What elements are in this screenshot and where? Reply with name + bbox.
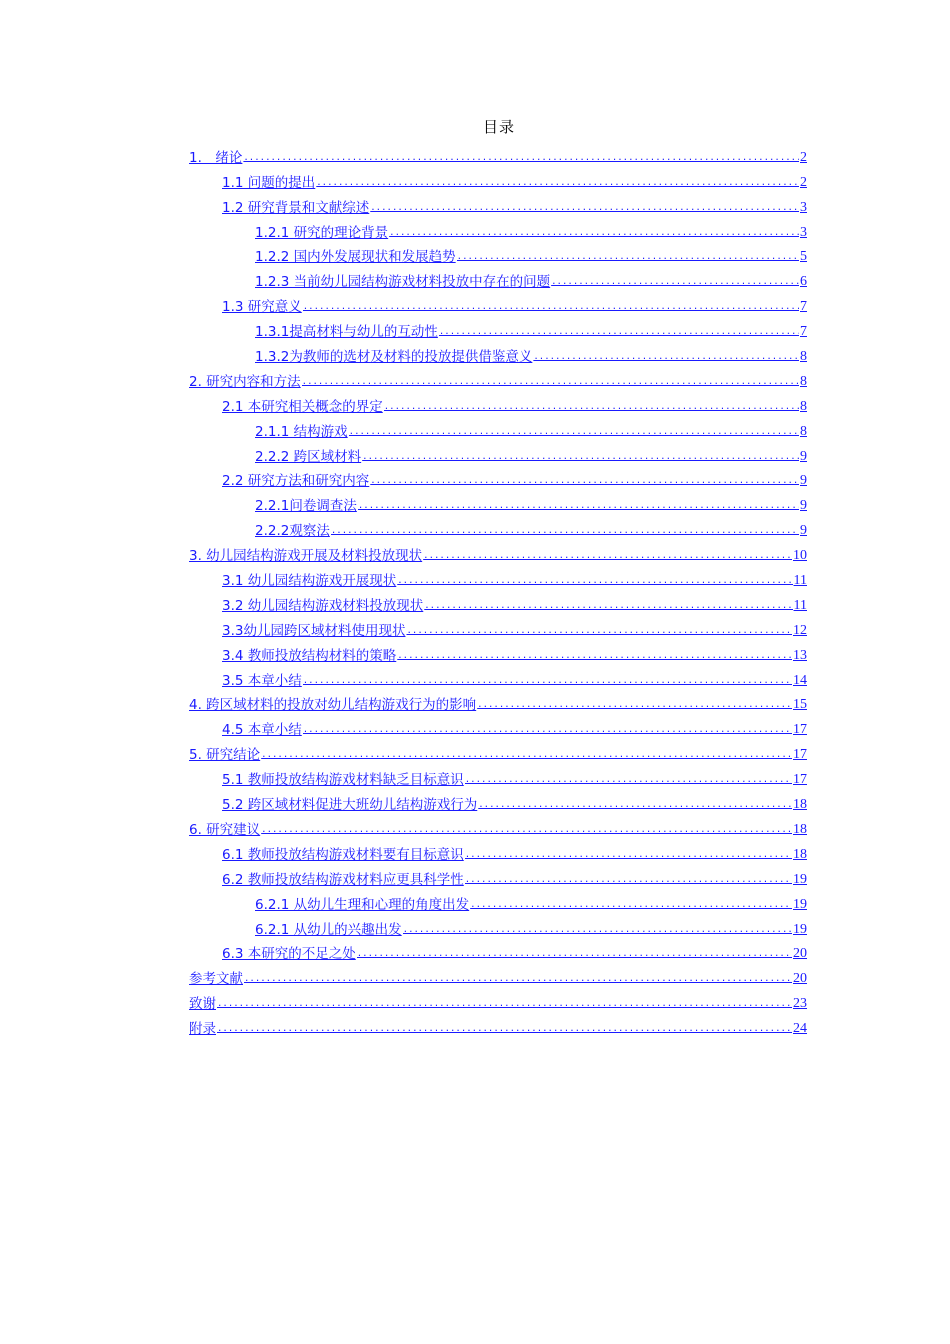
- toc-leader-dots: [406, 622, 792, 640]
- toc-entry-label[interactable]: 1. 绪论: [189, 149, 243, 166]
- toc-leader-dots: [244, 970, 792, 988]
- toc-leader-dots: [303, 672, 792, 690]
- toc-page-number[interactable]: 6: [800, 274, 807, 290]
- toc-entry[interactable]: [189, 217, 807, 242]
- toc-page-number[interactable]: 15: [793, 697, 807, 713]
- toc-entry-label[interactable]: 4. 跨区域材料的投放对幼儿结构游戏行为的影响: [189, 697, 477, 714]
- toc-leader-dots: [370, 472, 799, 490]
- toc-page-number[interactable]: 12: [793, 622, 807, 638]
- toc-entry[interactable]: [189, 789, 807, 814]
- toc-leader-dots: [403, 921, 792, 939]
- toc-page-number[interactable]: 23: [793, 996, 807, 1012]
- toc-entry-label[interactable]: 3.4 教师投放结构材料的策略: [222, 647, 397, 664]
- toc-entry[interactable]: [189, 266, 807, 291]
- toc-leader-dots: [384, 398, 799, 416]
- toc-leader-dots: [533, 348, 799, 366]
- toc-entry[interactable]: [189, 466, 807, 491]
- toc-entry-label[interactable]: 3.1 幼儿园结构游戏开展现状: [222, 573, 397, 590]
- toc-page-number[interactable]: 9: [800, 498, 807, 514]
- toc-entry-label[interactable]: 致谢: [189, 996, 216, 1013]
- toc-leader-dots: [303, 721, 792, 739]
- toc-leader-dots: [303, 298, 799, 316]
- toc-entry[interactable]: [189, 814, 807, 839]
- toc-entry[interactable]: [189, 192, 807, 217]
- toc-page-number[interactable]: 18: [793, 797, 807, 813]
- toc-entry-label[interactable]: 2.2.2观察法: [255, 523, 330, 540]
- toc-page-number[interactable]: 7: [800, 299, 807, 315]
- toc-leader-dots: [551, 273, 799, 291]
- toc-page-number[interactable]: 3: [800, 224, 807, 240]
- toc-entry[interactable]: [189, 640, 807, 665]
- toc-entry[interactable]: [189, 291, 807, 316]
- toc-entry-label[interactable]: 6.3 本研究的不足之处: [222, 946, 356, 963]
- toc-leader-dots: [397, 647, 792, 665]
- toc-leader-dots: [478, 796, 792, 814]
- toc-entry[interactable]: [189, 988, 807, 1013]
- toc-entry-label[interactable]: 1.2 研究背景和文献综述: [222, 199, 370, 216]
- toc-page-number[interactable]: 19: [793, 921, 807, 937]
- toc-entry[interactable]: [189, 242, 807, 267]
- toc-leader-dots: [465, 771, 792, 789]
- toc-entry-label[interactable]: 6. 研究建议: [189, 821, 261, 838]
- toc-page-number[interactable]: 11: [793, 573, 807, 589]
- toc-entry[interactable]: [189, 690, 807, 715]
- toc-page-number[interactable]: 9: [800, 523, 807, 539]
- toc-entry-label[interactable]: 1.3.2为教师的选材及材料的投放提供借鉴意义: [255, 349, 533, 366]
- toc-page-number[interactable]: 17: [793, 722, 807, 738]
- toc-leader-dots: [465, 846, 792, 864]
- toc-page-number[interactable]: 13: [793, 647, 807, 663]
- toc-entry[interactable]: [189, 416, 807, 441]
- toc-page-number[interactable]: 14: [793, 672, 807, 688]
- toc-page-number[interactable]: 8: [800, 373, 807, 389]
- toc-entry-label[interactable]: 1.2.1 研究的理论背景: [255, 224, 389, 241]
- toc-entry-label[interactable]: 1.2.2 国内外发展现状和发展趋势: [255, 249, 456, 266]
- toc-leader-dots: [477, 696, 792, 714]
- toc-leader-dots: [439, 323, 799, 341]
- toc-entry-label[interactable]: 1.1 问题的提出: [222, 174, 316, 191]
- toc-entry-label[interactable]: 3. 幼儿园结构游戏开展及材料投放现状: [189, 548, 423, 565]
- toc-leader-dots: [389, 224, 799, 242]
- toc-entry[interactable]: [189, 441, 807, 466]
- toc-entry[interactable]: [189, 1013, 807, 1038]
- toc-page-number[interactable]: 9: [800, 448, 807, 464]
- toc-page-number[interactable]: 2: [800, 174, 807, 190]
- toc-leader-dots: [316, 174, 799, 192]
- toc-entry[interactable]: [189, 739, 807, 764]
- toc-page-number[interactable]: 3: [800, 199, 807, 215]
- toc-entry-label[interactable]: 1.3.1提高材料与幼儿的互动性: [255, 324, 438, 341]
- toc-entry[interactable]: [189, 167, 807, 192]
- toc-entry-label[interactable]: 5.2 跨区域材料促进大班幼儿结构游戏行为: [222, 797, 478, 814]
- toc-entry-label[interactable]: 6.2.1 从幼儿的兴趣出发: [255, 921, 402, 938]
- toc-entry[interactable]: [189, 963, 807, 988]
- toc-entry[interactable]: [189, 889, 807, 914]
- toc-entry-label[interactable]: 2.2.1问卷调查法: [255, 498, 357, 515]
- toc-page-number[interactable]: 19: [793, 896, 807, 912]
- toc-leader-dots: [370, 199, 799, 217]
- toc-page-number[interactable]: 20: [793, 946, 807, 962]
- toc-page-number[interactable]: 19: [793, 871, 807, 887]
- toc-page-number[interactable]: 11: [793, 597, 807, 613]
- toc-leader-dots: [261, 746, 792, 764]
- toc-entry-label[interactable]: 3.3幼儿园跨区域材料使用现状: [222, 622, 406, 639]
- toc-entry[interactable]: [189, 914, 807, 939]
- toc-leader-dots: [357, 945, 792, 963]
- toc-entry[interactable]: [189, 864, 807, 889]
- toc-page-number[interactable]: 7: [800, 324, 807, 340]
- toc-page-number[interactable]: 8: [800, 398, 807, 414]
- toc-leader-dots: [302, 373, 799, 391]
- toc-entry-label[interactable]: 2. 研究内容和方法: [189, 373, 301, 390]
- toc-entry[interactable]: [189, 316, 807, 341]
- toc-page-number[interactable]: 24: [793, 1021, 807, 1037]
- toc-entry-label[interactable]: 2.1 本研究相关概念的界定: [222, 398, 383, 415]
- toc-leader-dots: [465, 871, 792, 889]
- toc-page-number[interactable]: 18: [793, 821, 807, 837]
- toc-leader-dots: [358, 497, 799, 515]
- toc-leader-dots: [217, 995, 792, 1013]
- toc-entry-label[interactable]: 附录: [189, 1021, 216, 1038]
- toc-entry-label[interactable]: 3.5 本章小结: [222, 672, 302, 689]
- toc-entry[interactable]: [189, 341, 807, 366]
- toc-entry-label[interactable]: 5.1 教师投放结构游戏材料缺乏目标意识: [222, 772, 464, 789]
- toc-entry[interactable]: [189, 490, 807, 515]
- toc-leader-dots: [217, 1020, 792, 1038]
- toc-page-number[interactable]: 10: [793, 548, 807, 564]
- toc-entry-label[interactable]: 6.2.1 从幼儿生理和心理的角度出发: [255, 896, 470, 913]
- toc-entry-label[interactable]: 2.1.1 结构游戏: [255, 423, 348, 440]
- toc-entry[interactable]: [189, 615, 807, 640]
- toc-entry-label[interactable]: 2.2.2 跨区域材料: [255, 448, 362, 465]
- toc-leader-dots: [397, 572, 792, 590]
- toc-leader-dots: [424, 597, 792, 615]
- toc-page-number[interactable]: 17: [793, 772, 807, 788]
- toc-entry[interactable]: [189, 565, 807, 590]
- toc-entry-label[interactable]: 4.5 本章小结: [222, 722, 302, 739]
- toc-entry-label[interactable]: 3.2 幼儿园结构游戏材料投放现状: [222, 597, 424, 614]
- toc-leader-dots: [261, 821, 792, 839]
- toc-leader-dots: [423, 547, 792, 565]
- toc-leader-dots: [457, 248, 799, 266]
- toc-page-number[interactable]: 18: [793, 846, 807, 862]
- toc-entry-label[interactable]: 5. 研究结论: [189, 747, 261, 764]
- toc-leader-dots: [470, 896, 792, 914]
- toc-leader-dots: [349, 423, 799, 441]
- toc-entry[interactable]: [189, 714, 807, 739]
- toc-page-number[interactable]: 5: [800, 249, 807, 265]
- toc-entry-label[interactable]: 1.2.3 当前幼儿园结构游戏材料投放中存在的问题: [255, 274, 551, 291]
- toc-page-number[interactable]: 17: [793, 747, 807, 763]
- toc-entry-label[interactable]: 1.3 研究意义: [222, 299, 302, 316]
- toc-page-number[interactable]: 8: [800, 423, 807, 439]
- toc-entry[interactable]: [189, 142, 807, 167]
- toc-entry[interactable]: [189, 839, 807, 864]
- toc-page-number[interactable]: 20: [793, 971, 807, 987]
- toc-leader-dots: [243, 149, 799, 167]
- toc-entry[interactable]: [189, 515, 807, 540]
- toc-entry-label[interactable]: 6.1 教师投放结构游戏材料要有目标意识: [222, 846, 464, 863]
- toc-entry-label[interactable]: 2.2 研究方法和研究内容: [222, 473, 370, 490]
- toc-entry[interactable]: [189, 540, 807, 565]
- toc-leader-dots: [331, 522, 799, 540]
- toc-page-number[interactable]: 2: [800, 149, 807, 165]
- toc-entry[interactable]: [189, 590, 807, 615]
- toc-entry[interactable]: [189, 665, 807, 690]
- toc-page-number[interactable]: 9: [800, 473, 807, 489]
- table-of-contents: [189, 142, 807, 1038]
- toc-leader-dots: [362, 448, 799, 466]
- toc-page-number[interactable]: 8: [800, 349, 807, 365]
- toc-entry-label[interactable]: 参考文献: [189, 971, 243, 988]
- toc-entry[interactable]: [189, 939, 807, 964]
- toc-title: 目录: [482, 118, 515, 136]
- toc-entry[interactable]: [189, 764, 807, 789]
- toc-entry[interactable]: [189, 391, 807, 416]
- toc-entry-label[interactable]: 6.2 教师投放结构游戏材料应更具科学性: [222, 871, 464, 888]
- toc-entry[interactable]: [189, 366, 807, 391]
